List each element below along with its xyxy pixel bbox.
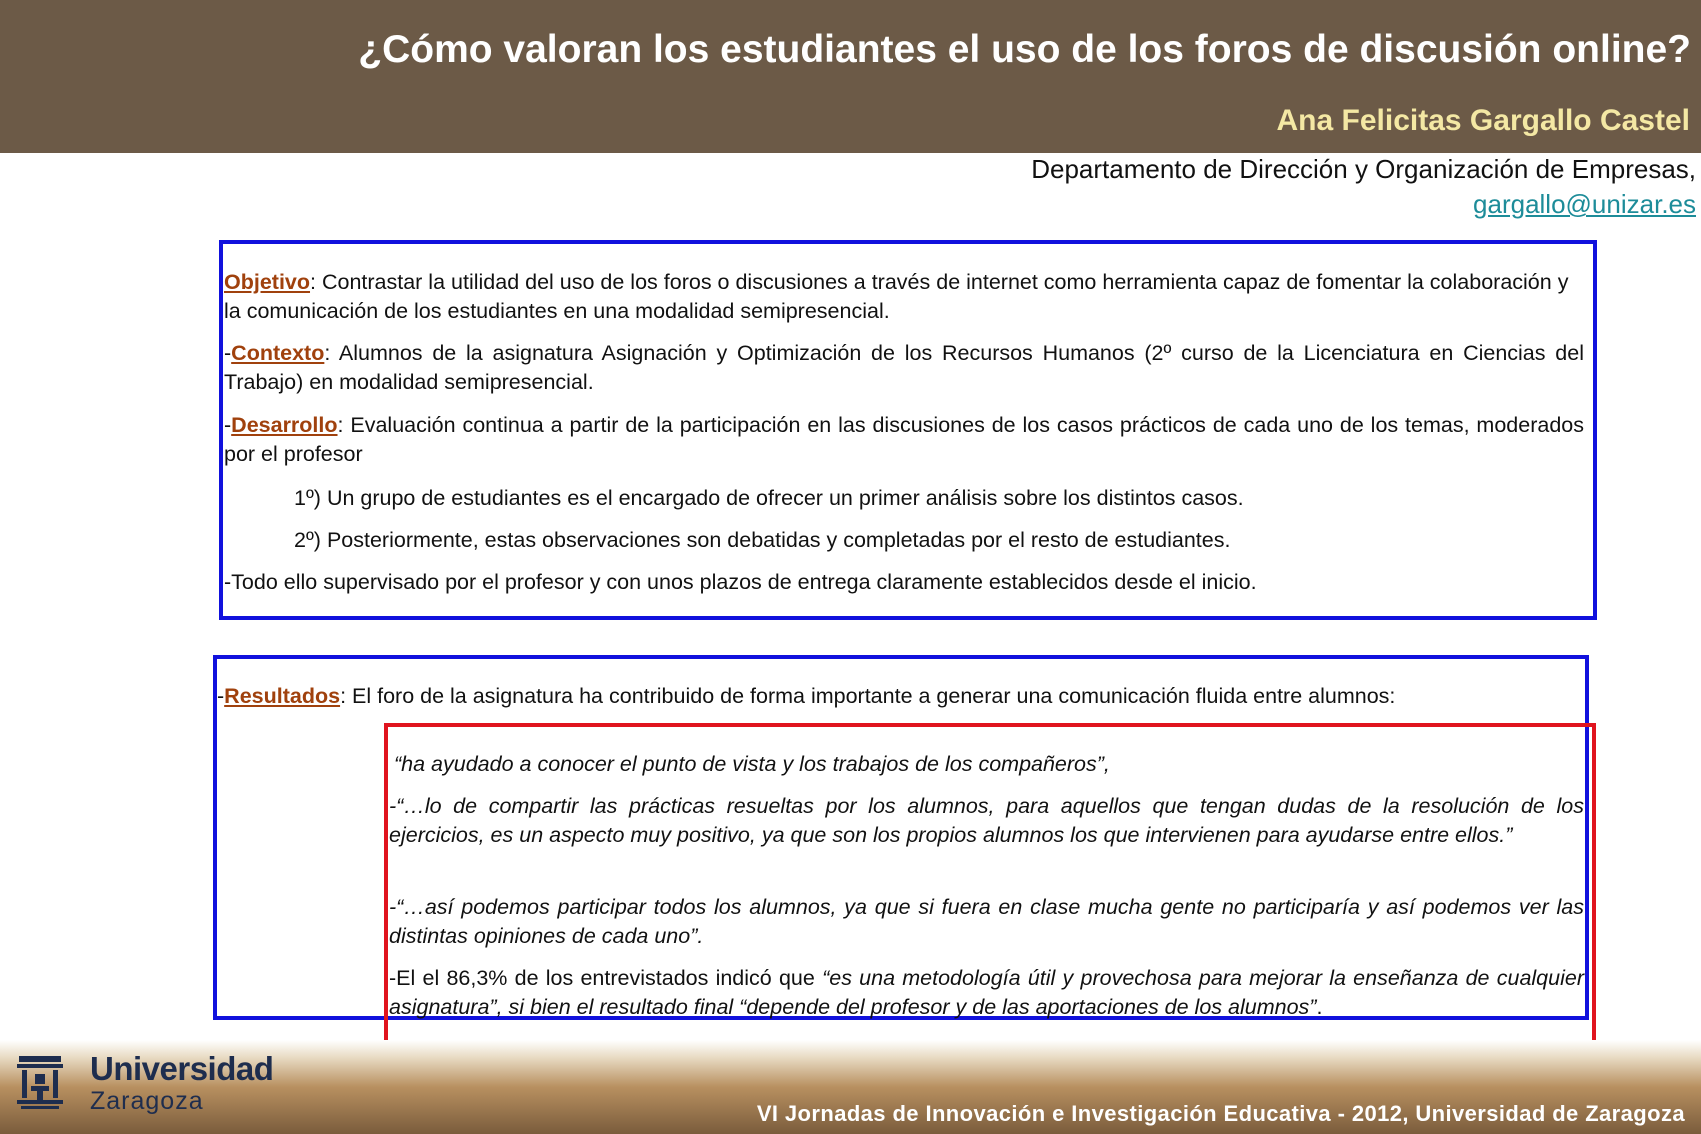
university-logo-subtext: Zaragoza [90, 1087, 204, 1115]
quote-two: -“…lo de compartir las prácticas resueltas por los alumnos, para aquellos que tengan dudas de la resolución de los ejercicios, es un aspecto muy positivo, ya que son los propios alumnos los que intervienen para ayudarse entre ellos.” [389, 794, 1584, 847]
header-banner [0, 0, 1701, 153]
author-name: Ana Felicitas Gargallo Castel [1276, 104, 1690, 137]
department-name: Departamento de Dirección y Organización de Empresas, [1031, 154, 1696, 184]
contexto-paragraph [224, 339, 1584, 397]
university-logo-text: Universidad [90, 1050, 274, 1087]
desarrollo-label: Desarrollo [231, 413, 338, 437]
desarrollo-prefix: - [224, 413, 232, 437]
conference-footer: VI Jornadas de Innovación e Investigación Educativa - 2012, Universidad de Zaragoza [756, 1101, 1685, 1126]
desarrollo-paragraph [224, 411, 1584, 469]
quote-one: “ha ayudado a conocer el punto de vista y los trabajos de los compañeros”, [394, 752, 1110, 776]
university-crest-icon [15, 1052, 65, 1128]
poster-title: ¿Cómo valoran los estudiantes el uso de los foros de discusión online? [358, 28, 1691, 71]
resultados-text: : El foro de la asignatura ha contribuido de forma importante a generar una comunicación fluida entre alumnos: [340, 684, 1396, 708]
resultados-prefix: - [217, 684, 225, 708]
desarrollo-text: : Evaluación continua a partir de la participación en las discusiones de los casos prácticos de cada uno de los temas, moderados por el profesor [224, 413, 1584, 466]
final-quote: “es una metodología útil y provechosa para mejorar la enseñanza de cualquier asignatura”, si bien el resultado final “depende del profesor y de las aportaciones de los alumnos” [389, 966, 1584, 1019]
contexto-label: Contexto [231, 341, 325, 365]
objetivo-text: : Contrastar la utilidad del uso de los foros o discusiones a través de internet como herramienta capaz de fomentar la colaboración y la comunicación de los estudiantes en una modalidad semipresencial. [224, 270, 1569, 323]
final-end: . [1316, 995, 1323, 1019]
contexto-prefix: - [224, 341, 232, 365]
final-paragraph [389, 964, 1584, 1022]
step-one: 1º) Un grupo de estudiantes es el encargado de ofrecer un primer análisis sobre los distintos casos. [294, 486, 1244, 510]
final-intro: -El el 86,3% de los entrevistados indicó que [389, 966, 823, 990]
objetivo-paragraph [224, 268, 1584, 326]
quote-three: -“…así podemos participar todos los alumnos, ya que si fuera en clase mucha gente no participaría y así podemos ver las distintas opiniones de cada uno”. [389, 895, 1584, 948]
objetivo-label: Objetivo [224, 270, 311, 294]
resultados-label: Resultados [224, 684, 341, 708]
email-link[interactable]: gargallo@unizar.es [1473, 189, 1696, 219]
closing-paragraph: -Todo ello supervisado por el profesor y con unos plazos de entrega claramente establecidos desde el inicio. [224, 570, 1257, 594]
step-two: 2º) Posteriormente, estas observaciones son debatidas y completadas por el resto de estudiantes. [294, 528, 1231, 552]
contexto-text: : Alumnos de la asignatura Asignación y Optimización de los Recursos Humanos (2º curso de la Licenciatura en Ciencias del Trabajo) en modalidad semipresencial. [224, 341, 1584, 394]
resultados-paragraph [217, 682, 1582, 711]
